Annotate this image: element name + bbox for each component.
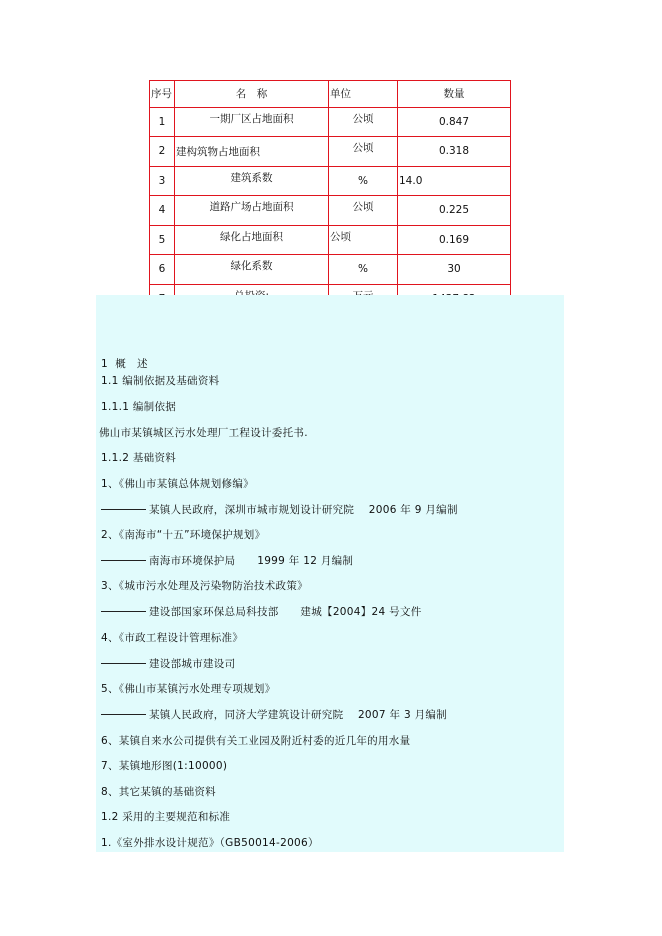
row-unit: 公顷 (329, 137, 398, 167)
row-qty: 0.847 (398, 107, 511, 137)
dash-rule (101, 714, 146, 715)
reference-item: 7、某镇地形图(1:10000) (101, 760, 228, 772)
row-name: 建构筑物占地面积 (175, 137, 329, 167)
commission-paragraph: 佛山市某镇城区污水处理厂工程设计委托书. (99, 427, 308, 439)
row-name: 一期厂区占地面积 (175, 107, 329, 137)
table-row (150, 107, 511, 137)
dash-rule (101, 509, 146, 510)
row-qty: 0.225 (398, 196, 511, 226)
row-seq: 1 (150, 107, 175, 137)
table-header-row (150, 81, 511, 108)
row-seq: 5 (150, 225, 175, 255)
table-row (150, 196, 511, 226)
reference-item-title: 3、《城市污水处理及污染物防治技术政策》 (101, 580, 308, 592)
reference-item-source (101, 709, 447, 722)
reference-item-source (101, 606, 422, 619)
dash-rule (101, 663, 146, 664)
reference-item: 8、其它某镇的基础资料 (101, 786, 216, 798)
header-qty: 数量 (398, 81, 511, 108)
row-unit: 公顷 (329, 107, 398, 137)
row-name: 绿化占地面积 (175, 225, 329, 255)
row-seq: 4 (150, 196, 175, 226)
row-unit: % (329, 255, 398, 285)
row-name: 建筑系数 (175, 166, 329, 196)
subsection-heading: 1.2 采用的主要规范和标准 (101, 811, 231, 823)
dash-rule (101, 560, 146, 561)
reference-item-source (101, 504, 458, 517)
subsubsection-heading: 1.1.1 编制依据 (101, 401, 177, 413)
header-name: 名 称 (175, 81, 329, 108)
row-unit: 公顷 (329, 225, 398, 255)
section-heading: 1 概 述 (101, 358, 148, 370)
row-qty: 0.169 (398, 225, 511, 255)
reference-item-source (101, 555, 353, 568)
table-row (150, 166, 511, 196)
row-unit: % (329, 166, 398, 196)
source-text: 某镇人民政府，深圳市城市规划设计研究院 2006 年 9 月编制 (149, 504, 458, 516)
source-text: 建设部城市建设司 (149, 658, 236, 670)
reference-item-source (101, 658, 235, 671)
header-unit: 单位 (329, 81, 398, 108)
source-text: 南海市环境保护局 1999 年 12 月编制 (149, 555, 354, 567)
row-qty: 0.318 (398, 137, 511, 167)
row-seq: 3 (150, 166, 175, 196)
subsubsection-heading: 1.1.2 基础资料 (101, 452, 177, 464)
row-name: 绿化系数 (175, 255, 329, 285)
row-seq: 2 (150, 137, 175, 167)
reference-item: 6、某镇自来水公司提供有关工业园及附近村委的近几年的用水量 (101, 735, 411, 747)
table-row (150, 255, 511, 285)
row-qty: 30 (398, 255, 511, 285)
subsection-heading: 1.1 编制依据及基础资料 (101, 375, 220, 387)
dash-rule (101, 611, 146, 612)
table-row (150, 137, 511, 167)
overview-section (96, 295, 564, 852)
source-text: 某镇人民政府，同济大学建筑设计研究院 2007 年 3 月编制 (149, 709, 447, 721)
source-text: 建设部国家环保总局科技部 建城【2004】24 号文件 (149, 606, 422, 618)
row-name: 道路广场占地面积 (175, 196, 329, 226)
reference-item-title: 5、《佛山市某镇污水处理专项规划》 (101, 683, 276, 695)
table-row (150, 225, 511, 255)
project-indicator-table (149, 80, 511, 314)
row-unit: 公顷 (329, 196, 398, 226)
row-seq: 6 (150, 255, 175, 285)
reference-item-title: 4、《市政工程设计管理标准》 (101, 632, 244, 644)
standard-item: 1.《室外排水设计规范》（GB50014-2006） (101, 837, 319, 849)
header-seq: 序号 (150, 81, 175, 108)
reference-item-title: 2、《南海市“十五”环境保护规划》 (101, 529, 266, 541)
row-qty: 14.0 (398, 166, 511, 196)
reference-item-title: 1、《佛山市某镇总体规划修编》 (101, 478, 254, 490)
